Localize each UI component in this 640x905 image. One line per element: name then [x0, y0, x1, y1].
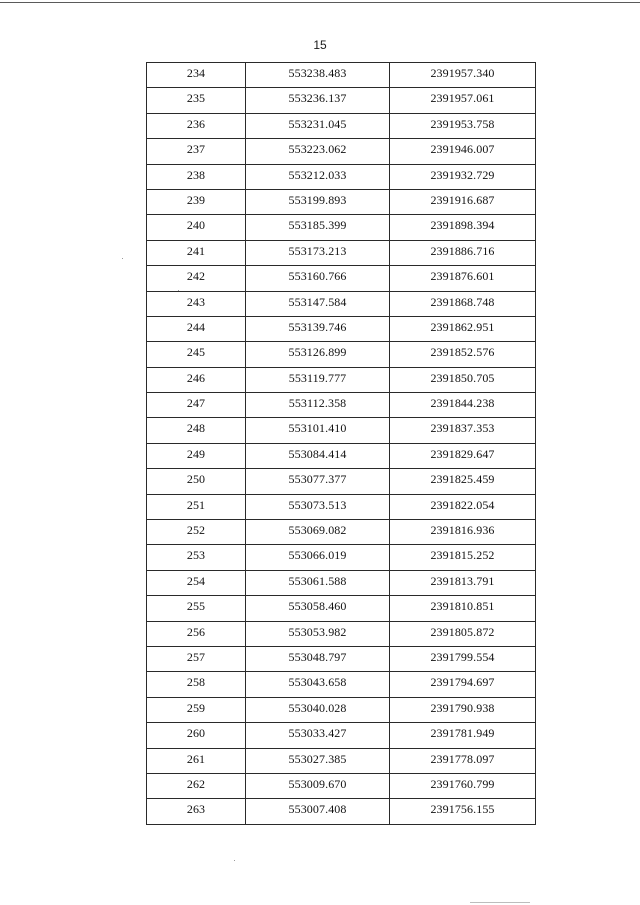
table-row — [147, 520, 536, 545]
x-coordinate-cell: 553033.427 — [246, 723, 390, 748]
y-coordinate-cell: 2391816.936 — [390, 520, 536, 545]
y-coordinate-cell: 2391957.340 — [390, 63, 536, 88]
y-coordinate-cell: 2391876.601 — [390, 266, 536, 291]
x-coordinate-cell: 553073.513 — [246, 494, 390, 519]
y-coordinate-cell: 2391794.697 — [390, 672, 536, 697]
y-coordinate-cell: 2391953.758 — [390, 113, 536, 138]
point-number-cell: 240 — [147, 215, 246, 240]
table-row — [147, 393, 536, 418]
x-coordinate-cell: 553027.385 — [246, 748, 390, 773]
point-number-cell: 242 — [147, 266, 246, 291]
x-coordinate-cell: 553236.137 — [246, 88, 390, 113]
x-coordinate-cell: 553231.045 — [246, 113, 390, 138]
table-row — [147, 672, 536, 697]
y-coordinate-cell: 2391898.394 — [390, 215, 536, 240]
y-coordinate-cell: 2391850.705 — [390, 367, 536, 392]
table-row — [147, 773, 536, 798]
table-row — [147, 215, 536, 240]
point-number-cell: 249 — [147, 443, 246, 468]
table-row — [147, 316, 536, 341]
table-row — [147, 63, 536, 88]
scan-speck — [178, 290, 179, 291]
point-number-cell: 260 — [147, 723, 246, 748]
x-coordinate-cell: 553058.460 — [246, 596, 390, 621]
x-coordinate-cell: 553084.414 — [246, 443, 390, 468]
point-number-cell: 243 — [147, 291, 246, 316]
scan-edge-mark — [470, 902, 530, 903]
page-number: 15 — [313, 38, 327, 52]
scan-speck — [234, 860, 235, 861]
y-coordinate-cell: 2391790.938 — [390, 697, 536, 722]
point-number-cell: 236 — [147, 113, 246, 138]
x-coordinate-cell: 553069.082 — [246, 520, 390, 545]
point-number-cell: 254 — [147, 570, 246, 595]
point-number-cell: 263 — [147, 799, 246, 824]
x-coordinate-cell: 553139.746 — [246, 316, 390, 341]
table-row — [147, 494, 536, 519]
x-coordinate-cell: 553040.028 — [246, 697, 390, 722]
x-coordinate-cell: 553238.483 — [246, 63, 390, 88]
y-coordinate-cell: 2391813.791 — [390, 570, 536, 595]
point-number-cell: 261 — [147, 748, 246, 773]
x-coordinate-cell: 553101.410 — [246, 418, 390, 443]
x-coordinate-cell: 553160.766 — [246, 266, 390, 291]
y-coordinate-cell: 2391805.872 — [390, 621, 536, 646]
table-row — [147, 240, 536, 265]
point-number-cell: 235 — [147, 88, 246, 113]
table-row — [147, 139, 536, 164]
point-number-cell: 262 — [147, 773, 246, 798]
point-number-cell: 237 — [147, 139, 246, 164]
table-row — [147, 266, 536, 291]
x-coordinate-cell: 553043.658 — [246, 672, 390, 697]
table-row — [147, 570, 536, 595]
y-coordinate-cell: 2391810.851 — [390, 596, 536, 621]
table-row — [147, 342, 536, 367]
coordinate-table — [146, 62, 536, 825]
y-coordinate-cell: 2391781.949 — [390, 723, 536, 748]
table-row — [147, 799, 536, 824]
table-row — [147, 545, 536, 570]
y-coordinate-cell: 2391862.951 — [390, 316, 536, 341]
x-coordinate-cell: 553199.893 — [246, 189, 390, 214]
y-coordinate-cell: 2391760.799 — [390, 773, 536, 798]
table-row — [147, 621, 536, 646]
point-number-cell: 241 — [147, 240, 246, 265]
table-row — [147, 697, 536, 722]
x-coordinate-cell: 553126.899 — [246, 342, 390, 367]
point-number-cell: 244 — [147, 316, 246, 341]
table-row — [147, 748, 536, 773]
point-number-cell: 258 — [147, 672, 246, 697]
table-row — [147, 646, 536, 671]
point-number-cell: 247 — [147, 393, 246, 418]
point-number-cell: 257 — [147, 646, 246, 671]
y-coordinate-cell: 2391756.155 — [390, 799, 536, 824]
coordinate-table-body — [147, 63, 536, 825]
y-coordinate-cell: 2391946.007 — [390, 139, 536, 164]
y-coordinate-cell: 2391799.554 — [390, 646, 536, 671]
point-number-cell: 251 — [147, 494, 246, 519]
y-coordinate-cell: 2391829.647 — [390, 443, 536, 468]
x-coordinate-cell: 553147.584 — [246, 291, 390, 316]
x-coordinate-cell: 553212.033 — [246, 164, 390, 189]
x-coordinate-cell: 553061.588 — [246, 570, 390, 595]
x-coordinate-cell: 553185.399 — [246, 215, 390, 240]
y-coordinate-cell: 2391822.054 — [390, 494, 536, 519]
table-row — [147, 367, 536, 392]
scan-speck — [122, 258, 123, 259]
point-number-cell: 253 — [147, 545, 246, 570]
point-number-cell: 248 — [147, 418, 246, 443]
table-row — [147, 164, 536, 189]
table-row — [147, 443, 536, 468]
x-coordinate-cell: 553048.797 — [246, 646, 390, 671]
x-coordinate-cell: 553223.062 — [246, 139, 390, 164]
x-coordinate-cell: 553053.982 — [246, 621, 390, 646]
page-top-border — [0, 2, 640, 3]
point-number-cell: 250 — [147, 469, 246, 494]
y-coordinate-cell: 2391886.716 — [390, 240, 536, 265]
y-coordinate-cell: 2391837.353 — [390, 418, 536, 443]
point-number-cell: 245 — [147, 342, 246, 367]
x-coordinate-cell: 553173.213 — [246, 240, 390, 265]
y-coordinate-cell: 2391825.459 — [390, 469, 536, 494]
x-coordinate-cell: 553066.019 — [246, 545, 390, 570]
x-coordinate-cell: 553007.408 — [246, 799, 390, 824]
table-row — [147, 469, 536, 494]
y-coordinate-cell: 2391916.687 — [390, 189, 536, 214]
x-coordinate-cell: 553077.377 — [246, 469, 390, 494]
point-number-cell: 238 — [147, 164, 246, 189]
table-row — [147, 88, 536, 113]
table-row — [147, 189, 536, 214]
table-row — [147, 291, 536, 316]
table-row — [147, 113, 536, 138]
y-coordinate-cell: 2391778.097 — [390, 748, 536, 773]
y-coordinate-cell: 2391932.729 — [390, 164, 536, 189]
y-coordinate-cell: 2391957.061 — [390, 88, 536, 113]
point-number-cell: 255 — [147, 596, 246, 621]
point-number-cell: 239 — [147, 189, 246, 214]
y-coordinate-cell: 2391852.576 — [390, 342, 536, 367]
point-number-cell: 252 — [147, 520, 246, 545]
point-number-cell: 256 — [147, 621, 246, 646]
x-coordinate-cell: 553112.358 — [246, 393, 390, 418]
table-row — [147, 596, 536, 621]
y-coordinate-cell: 2391815.252 — [390, 545, 536, 570]
point-number-cell: 234 — [147, 63, 246, 88]
point-number-cell: 259 — [147, 697, 246, 722]
table-row — [147, 723, 536, 748]
point-number-cell: 246 — [147, 367, 246, 392]
x-coordinate-cell: 553009.670 — [246, 773, 390, 798]
y-coordinate-cell: 2391844.238 — [390, 393, 536, 418]
y-coordinate-cell: 2391868.748 — [390, 291, 536, 316]
table-row — [147, 418, 536, 443]
x-coordinate-cell: 553119.777 — [246, 367, 390, 392]
